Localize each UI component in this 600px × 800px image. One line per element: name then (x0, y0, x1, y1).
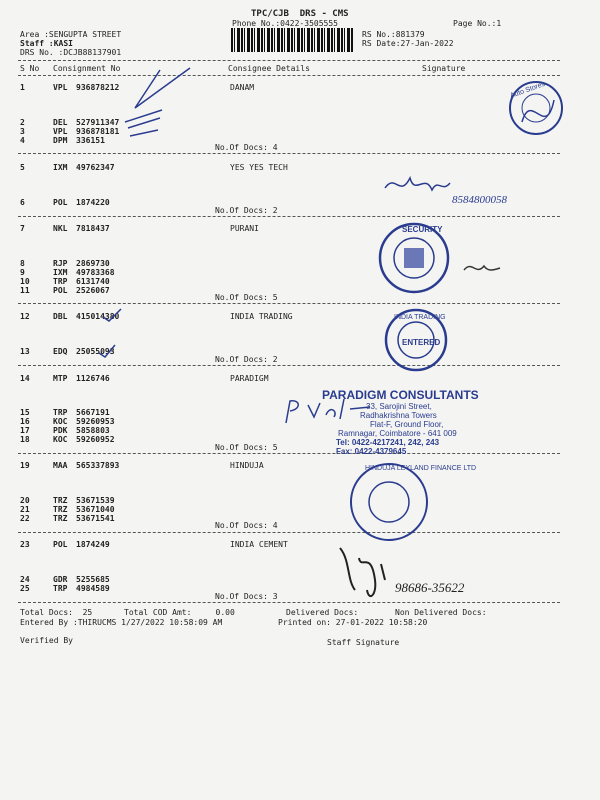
signature-purani (462, 258, 502, 278)
rs-number: RS No.:881379 (362, 30, 425, 39)
row-sno: 24 (20, 575, 30, 584)
page-number: Page No.:1 (453, 19, 502, 28)
row-code: PDK (53, 426, 68, 435)
hinduja-stamp (345, 458, 477, 544)
docs-count: No.Of Docs: 2 (215, 355, 278, 364)
row-sno: 19 (20, 461, 30, 470)
total-docs: Total Docs: 25 (20, 608, 93, 617)
row-sno: 14 (20, 374, 30, 383)
row-sno: 23 (20, 540, 30, 549)
row-sno: 22 (20, 514, 30, 523)
security-stamp (372, 218, 462, 298)
consignee-name: PURANI (230, 224, 259, 233)
row-number: 53671539 (76, 496, 115, 505)
consignee-name: INDIA TRADING (230, 312, 293, 321)
row-sno: 1 (20, 83, 25, 92)
row-sno: 8 (20, 259, 25, 268)
consignee-name: INDIA CEMENT (230, 540, 288, 549)
row-code: TRZ (53, 505, 68, 514)
row-number: 936878181 (76, 127, 120, 136)
row-code: KOC (53, 417, 68, 426)
divider (18, 532, 560, 533)
row-sno: 15 (20, 408, 30, 417)
phone-number: Phone No.:0422-3505555 (232, 19, 338, 28)
divider (18, 453, 560, 454)
row-code: VPL (53, 83, 68, 92)
india-trading-stamp (376, 305, 456, 375)
rs-date: RS Date:27-Jan-2022 (362, 39, 454, 48)
area: Area :SENGUPTA STREET (20, 30, 122, 39)
entered-by: Entered By :THIRUCMS 1/27/2022 10:58:09 AM (20, 618, 223, 627)
col-consignee: Consignee Details (228, 64, 310, 73)
row-code: GDR (53, 575, 68, 584)
row-code: VPL (53, 127, 68, 136)
signature-paradigm (280, 395, 380, 425)
divider (18, 153, 560, 154)
row-sno: 4 (20, 136, 25, 145)
row-sno: 9 (20, 268, 25, 277)
staff-signature: Staff Signature (327, 638, 400, 647)
docs-count: No.Of Docs: 4 (215, 143, 278, 152)
row-number: 5255685 (76, 575, 110, 584)
entered-text: ENTERED (402, 338, 441, 347)
row-sno: 20 (20, 496, 30, 505)
handwritten-phone-2: 98686-35622 (395, 580, 465, 595)
paradigm-line: Radhakrishna Towers (360, 411, 437, 420)
divider (18, 365, 560, 366)
row-code: DPM (53, 136, 68, 145)
row-number: 59260953 (76, 417, 115, 426)
consignee-name: YES YES TECH (230, 163, 288, 172)
row-code: MTP (53, 374, 68, 383)
row-number: 25055093 (76, 347, 115, 356)
row-number: 1126746 (76, 374, 110, 383)
auto-stores-stamp (506, 70, 566, 150)
signature-india-cement (335, 540, 565, 610)
consignee-name: DANAM (230, 83, 255, 92)
security-text: SECURITY (402, 225, 443, 234)
row-number: 49762347 (76, 163, 115, 172)
row-code: TRZ (53, 496, 68, 505)
row-code: DEL (53, 118, 68, 127)
row-number: 565337893 (76, 461, 120, 470)
row-code: POL (53, 198, 68, 207)
row-number: 936878212 (76, 83, 120, 92)
staff: Staff :KASI (20, 39, 73, 48)
docs-count: No.Of Docs: 2 (215, 206, 278, 215)
row-code: NKL (53, 224, 68, 233)
total-cod: Total COD Amt: 0.00 (124, 608, 235, 617)
row-number: 415014380 (76, 312, 120, 321)
paradigm-line: Fax: 0422-4379645 (336, 447, 407, 456)
row-number: 6131740 (76, 277, 110, 286)
auto-stores-text: Auto Stores (509, 80, 547, 100)
row-sno: 16 (20, 417, 30, 426)
consignee-name: PARADIGM (230, 374, 269, 383)
row-number: 336151 (76, 136, 105, 145)
row-number: 5858803 (76, 426, 110, 435)
row-code: IXM (53, 163, 68, 172)
col-signature: Signature (422, 64, 466, 73)
row-code: TRP (53, 584, 68, 593)
row-code: KOC (53, 435, 68, 444)
row-sno: 17 (20, 426, 30, 435)
docs-count: No.Of Docs: 4 (215, 521, 278, 530)
india-trading-text: INDIA TRADING (394, 314, 446, 321)
document-title: TPC/CJB DRS - CMS (251, 9, 349, 19)
row-number: 59260952 (76, 435, 115, 444)
paradigm-line: Tel: 0422-4217241, 242, 243 (336, 438, 440, 447)
paradigm-line: Ramnagar, Coimbatore - 641 009 (338, 429, 457, 438)
paradigm-line: 33, Sarojini Street, (366, 402, 432, 411)
divider (18, 216, 560, 217)
row-number: 1874220 (76, 198, 110, 207)
divider (18, 303, 560, 304)
row-sno: 3 (20, 127, 25, 136)
row-sno: 5 (20, 163, 25, 172)
row-sno: 13 (20, 347, 30, 356)
row-code: MAA (53, 461, 68, 470)
row-code: RJP (53, 259, 68, 268)
tick-marks (100, 40, 240, 150)
col-consignment: Consignment No (53, 64, 121, 73)
row-code: TRP (53, 408, 68, 417)
row-sno: 2 (20, 118, 25, 127)
row-number: 49783368 (76, 268, 115, 277)
handwritten-phone-1: 8584800058 (452, 194, 507, 206)
consignee-name: HINDUJA (230, 461, 264, 470)
row-sno: 12 (20, 312, 30, 321)
row-code: DBL (53, 312, 68, 321)
row-number: 7818437 (76, 224, 110, 233)
verified-by: Verified By (20, 636, 73, 645)
row-number: 4984589 (76, 584, 110, 593)
barcode (231, 28, 353, 52)
row-sno: 11 (20, 286, 30, 295)
signature-yes-yes-tech (380, 168, 550, 213)
docs-count: No.Of Docs: 3 (215, 592, 278, 601)
col-sno: S No (20, 64, 40, 73)
row-number: 2526067 (76, 286, 110, 295)
row-number: 1874249 (76, 540, 110, 549)
row-number: 5667191 (76, 408, 110, 417)
row-sno: 21 (20, 505, 30, 514)
row-code: TRP (53, 277, 68, 286)
docs-count: No.Of Docs: 5 (215, 443, 278, 452)
drs-number: DRS No. :DCJB88137901 (20, 48, 122, 57)
row-code: POL (53, 540, 68, 549)
row-code: POL (53, 286, 68, 295)
row-code: EDQ (53, 347, 68, 356)
row-number: 53671040 (76, 505, 115, 514)
paradigm-line: Flat-F, Ground Floor, (370, 420, 444, 429)
docs-count: No.Of Docs: 5 (215, 293, 278, 302)
printed-on: Printed on: 27-01-2022 10:58:20 (278, 618, 428, 627)
hinduja-text: HINDUJA LEYLAND FINANCE LTD (365, 465, 477, 472)
row-number: 53671541 (76, 514, 115, 523)
row-number: 527911347 (76, 118, 120, 127)
row-sno: 18 (20, 435, 30, 444)
row-sno: 10 (20, 277, 30, 286)
row-code: TRZ (53, 514, 68, 523)
tick-marks (95, 305, 155, 365)
delivered-docs: Delivered Docs: (286, 608, 359, 617)
row-sno: 7 (20, 224, 25, 233)
paradigm-line: PARADIGM CONSULTANTS (322, 388, 479, 402)
row-code: IXM (53, 268, 68, 277)
non-delivered-docs: Non Delivered Docs: (395, 608, 487, 617)
row-sno: 25 (20, 584, 30, 593)
row-sno: 6 (20, 198, 25, 207)
row-number: 2869730 (76, 259, 110, 268)
